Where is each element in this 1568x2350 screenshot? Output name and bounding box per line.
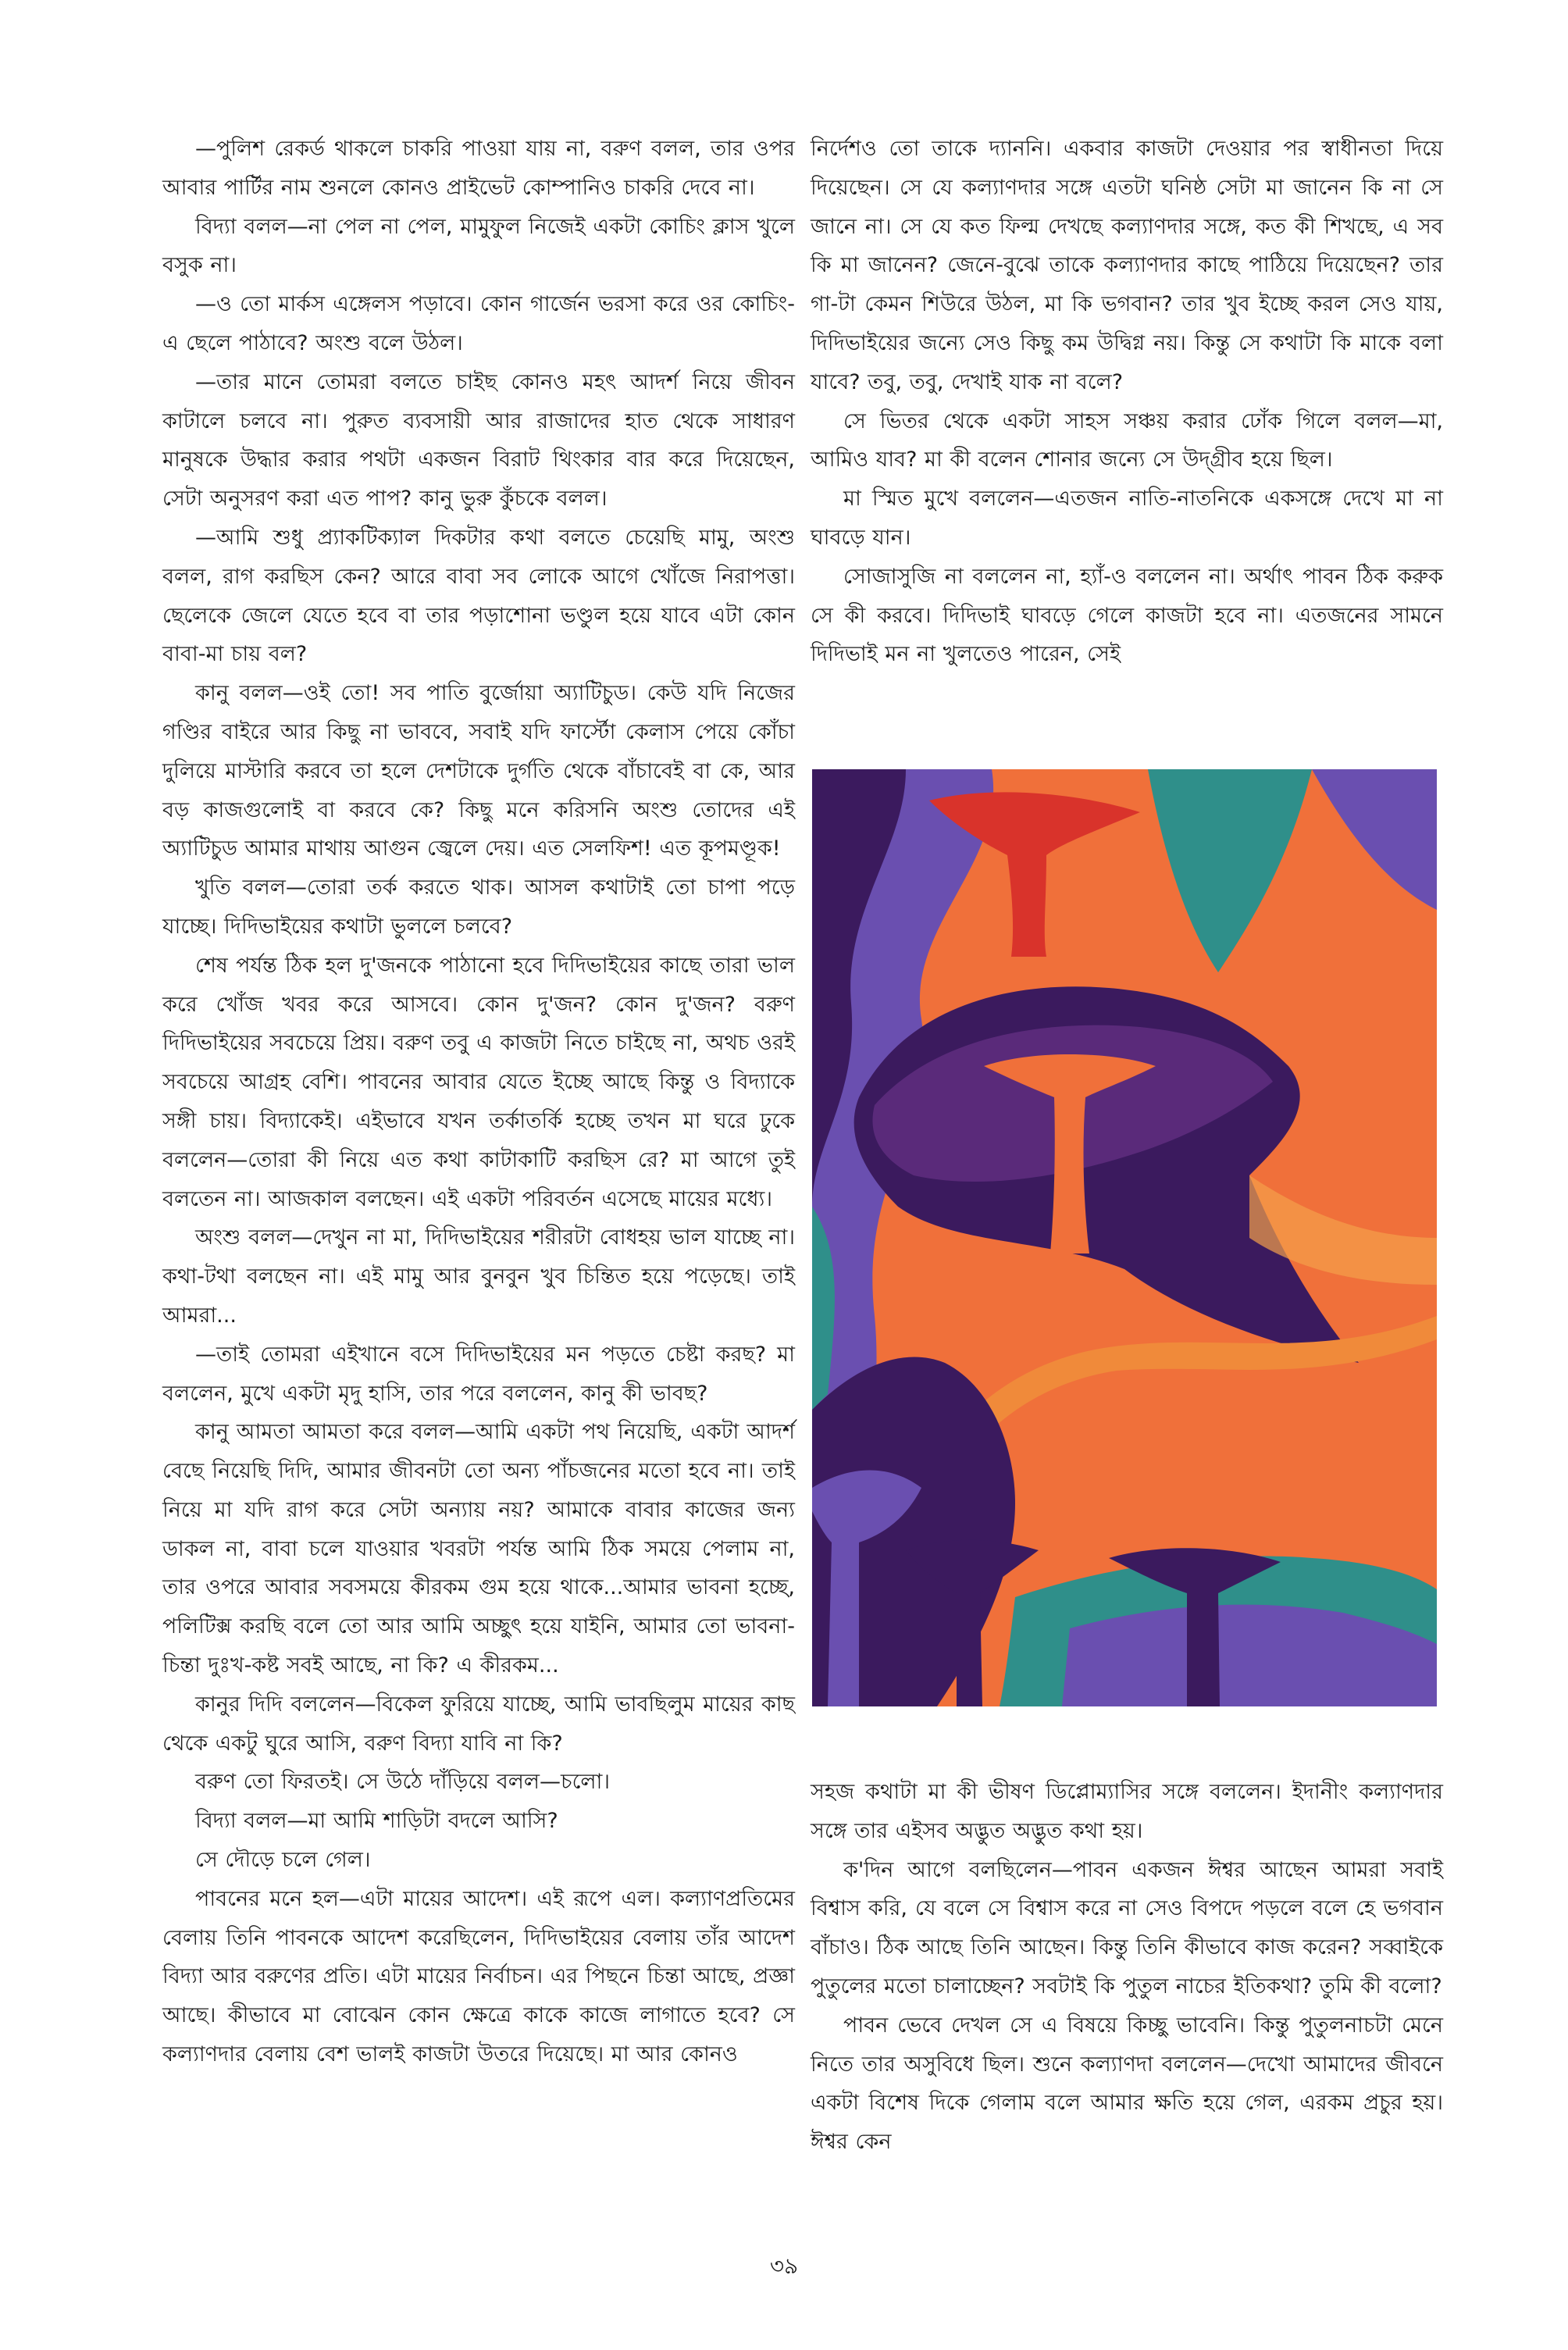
paragraph: নির্দেশও তো তাকে দ্যাননি। একবার কাজটা দেওয়ার পর স্বাধীনতা দিয়ে দিয়েছেন। সে যে কল্যাণদার সঙ্গে এতটা ঘনিষ্ঠ সেটা মা জানেন কি না সে জানে না। সে যে কত ফিল্ম দেখছে কল্যাণদার সঙ্গে, কত কী শিখছে, এ সব কি মা জানেন? জেনে-বুঝে তাকে কল্যাণদার কাছে পাঠিয়ে দিয়েছেন? তার গা-টা কেমন শিউরে উঠল, মা কি ভগবান? তার খুব ইচ্ছে করল সেও যায়, দিদিভাইয়ের জন্যে সেও কিছু কম উদ্বিগ্ন নয়। কিন্তু সে কথাটা কি মাকে বলা যাবে? তবু, তবু, দেখাই যাক না বলে?	[811, 137, 1443, 394]
left-column	[162, 130, 795, 2074]
paragraph: —ও তো মার্কস এঙ্গেলস পড়াবে। কোন গার্জেন ভরসা করে ওর কোচিং-এ ছেলে পাঠাবে? অংশু বলে উঠল।	[162, 292, 795, 355]
painting-icon	[812, 769, 1437, 1706]
paragraph: পাবন ভেবে দেখল সে এ বিষয়ে কিচ্ছু ভাবেনি। কিন্তু পুতুলনাচটা মেনে নিতে তার অসুবিধে ছিল। শুনে কল্যাণদা বললেন—দেখো আমাদের জীবনে একটা বিশেষ দিকে গেলাম বলে আমার ক্ষতি হয়ে গেল, এরকম প্রচুর হয়। ঈশ্বর কেন	[811, 2013, 1443, 2155]
paragraph: —আমি শুধু প্র্যাকটিক্যাল দিকটার কথা বলতে চেয়েছি মামু, অংশু বলল, রাগ করছিস কেন? আরে বাবা সব লোকে আগে খোঁজে নিরাপত্তা। ছেলেকে জেলে যেতে হবে বা তার পড়াশোনা ভণ্ডুল হয়ে যাবে এটা কোন বাবা-মা চায় বল?	[162, 525, 795, 667]
right-column-bottom	[811, 1773, 1443, 2162]
paragraph: বরুণ তো ফিরতই। সে উঠে দাঁড়িয়ে বলল—চলো।	[195, 1770, 611, 1795]
paragraph: খুতি বলল—তোরা তর্ক করতে থাক। আসল কথাটাই তো চাপা পড়ে যাচ্ছে। দিদিভাইয়ের কথাটা ভুললে চলবে?	[162, 875, 795, 939]
paragraph: ক'দিন আগে বলছিলেন—পাবন একজন ঈশ্বর আছেন আমরা সবাই বিশ্বাস করি, যে বলে সে বিশ্বাস করে না সেও বিপদে পড়লে বলে হে ভগবান বাঁচাও। ঠিক আছে তিনি আছেন। কিন্তু তিনি কীভাবে কাজ করেন? সব্বাইকে পুতুলের মতো চালাচ্ছেন? সবটাই কি পুতুল নাচের ইতিকথা? তুমি কী বলো?	[811, 1857, 1443, 1999]
page-number: ৩৯	[769, 2253, 799, 2279]
paragraph: শেষ পর্যন্ত ঠিক হল দু'জনকে পাঠানো হবে দিদিভাইয়ের কাছে তারা ভাল করে খোঁজ খবর করে আসবে। কোন দু'জন? কোন দু'জন? বরুণ দিদিভাইয়ের সবচেয়ে প্রিয়। বরুণ তবু এ কাজটা নিতে চাইছে না, অথচ ওরই সবচেয়ে আগ্রহ বেশি। পাবনের আবার যেতে ইচ্ছে আছে কিন্তু ও বিদ্যাকে সঙ্গী চায়। বিদ্যাকেই। এইভাবে যখন তর্কাতর্কি হচ্ছে তখন মা ঘরে ঢুকে বললেন—তোরা কী নিয়ে এত কথা কাটাকাটি করছিস রে? মা আগে তুই বলতেন না। আজকাল বলছেন। এই একটা পরিবর্তন এসেছে মায়ের মধ্যে।	[162, 953, 795, 1211]
paragraph: কানুর দিদি বললেন—বিকেল ফুরিয়ে যাচ্ছে, আমি ভাবছিলুম মায়ের কাছ থেকে একটু ঘুরে আসি, বরুণ বিদ্যা যাবি না কি?	[162, 1692, 795, 1756]
paragraph: কানু আমতা আমতা করে বলল—আমি একটা পথ নিয়েছি, একটা আদর্শ বেছে নিয়েছি দিদি, আমার জীবনটা তো অন্য পাঁচজনের মতো হবে না। তাই নিয়ে মা যদি রাগ করে সেটা অন্যায় নয়? আমাকে বাবার কাজের জন্য ডাকল না, বাবা চলে যাওয়ার খবরটা পর্যন্ত আমি ঠিক সময়ে পেলাম না, তার ওপরে আবার সবসময়ে কীরকম গুম হয়ে থাকে...আমার ভাবনা হচ্ছে, পলিটিক্স করছি বলে তো আর আমি অচ্ছুৎ হয়ে যাইনি, আমার তো ভাবনা-চিন্তা দুঃখ-কষ্ট সবই আছে, না কি? এ কীরকম...	[162, 1420, 795, 1678]
paragraph: সোজাসুজি না বললেন না, হ্যাঁ-ও বললেন না। অর্থাৎ পাবন ঠিক করুক সে কী করবে। দিদিভাই ঘাবড়ে গেলে কাজটা হবে না। এতজনের সামনে দিদিভাই মন না খুলতেও পারেন, সেই	[811, 564, 1443, 667]
paragraph: মা স্মিত মুখে বললেন—এতজন নাতি-নাতনিকে একসঙ্গে দেখে মা না ঘাবড়ে যান।	[811, 487, 1443, 550]
paragraph: বিদ্যা বলল—না পেল না পেল, মামুফুল নিজেই একটা কোচিং ক্লাস খুলে বসুক না।	[162, 214, 795, 278]
paragraph: কানু বলল—ওই তো! সব পাতি বুর্জোয়া অ্যাটিচুড। কেউ যদি নিজের গণ্ডির বাইরে আর কিছু না ভাববে, সবাই যদি ফার্স্টো কেলাস পেয়ে কোঁচা দুলিয়ে মাস্টারি করবে তা হলে দেশটাকে দুর্গতি থেকে বাঁচাবেই বা কে, আর বড় কাজগুলোই বা করবে কে? কিছু মনে করিসনি অংশু তোদের এই অ্যাটিচুড আমার মাথায় আগুন জ্বেলে দেয়। এত সেলফিশ! এত কূপমণ্ডূক!	[162, 681, 795, 861]
paragraph: —পুলিশ রেকর্ড থাকলে চাকরি পাওয়া যায় না, বরুণ বলল, তার ওপর আবার পার্টির নাম শুনলে কোনও প্রাইভেট কোম্পানিও চাকরি দেবে না।	[162, 137, 795, 200]
paragraph: পাবনের মনে হল—এটা মায়ের আদেশ। এই রূপে এল। কল্যাণপ্রতিমের বেলায় তিনি পাবনকে আদেশ করেছিলেন, দিদিভাইয়ের বেলায় তাঁর আদেশ বিদ্যা আর বরুণের প্রতি। এটা মায়ের নির্বাচন। এর পিছনে চিন্তা আছে, প্রজ্ঞা আছে। কীভাবে মা বোঝেন কোন ক্ষেত্রে কাকে কাজে লাগাতে হবে? সে কল্যাণদার বেলায় বেশ ভালই কাজটা উতরে দিয়েছে। মা আর কোনও	[162, 1886, 795, 2067]
right-column-top	[811, 130, 1443, 674]
abstract-painting-illustration	[812, 769, 1437, 1706]
paragraph: সহজ কথাটা মা কী ভীষণ ডিপ্লোম্যাসির সঙ্গে বললেন। ইদানীং কল্যাণদার সঙ্গে তার এইসব অদ্ভুত অদ্ভুত কথা হয়।	[811, 1780, 1443, 1843]
paragraph: বিদ্যা বলল—মা আমি শাড়িটা বদলে আসি?	[195, 1809, 558, 1834]
paragraph: সে দৌড়ে চলে গেল।	[195, 1848, 371, 1873]
paragraph: সে ভিতর থেকে একটা সাহস সঞ্চয় করার ঢোঁক গিলে বলল—মা, আমিও যাব? মা কী বলেন শোনার জন্যে সে উদ্গ্রীব হয়ে ছিল।	[811, 408, 1443, 472]
paragraph: অংশু বলল—দেখুন না মা, দিদিভাইয়ের শরীরটা বোধহয় ভাল যাচ্ছে না। কথা-টথা বলছেন না। এই মামু আর বুনবুন খুব চিন্তিত হয়ে পড়েছে। তাই আমরা...	[162, 1225, 795, 1328]
paragraph: —তাই তোমরা এইখানে বসে দিদিভাইয়ের মন পড়তে চেষ্টা করছ? মা বললেন, মুখে একটা মৃদু হাসি, তার পরে বললেন, কানু কী ভাবছ?	[162, 1342, 795, 1406]
paragraph: —তার মানে তোমরা বলতে চাইছ কোনও মহৎ আদর্শ নিয়ে জীবন কাটালে চলবে না। পুরুত ব্যবসায়ী আর রাজাদের হাত থেকে সাধারণ মানুষকে উদ্ধার করার পথটা একজন বিরাট থিংকার বার করে দিয়েছেন, সেটা অনুসরণ করা এত পাপ? কানু ভুরু কুঁচকে বলল।	[162, 369, 795, 512]
